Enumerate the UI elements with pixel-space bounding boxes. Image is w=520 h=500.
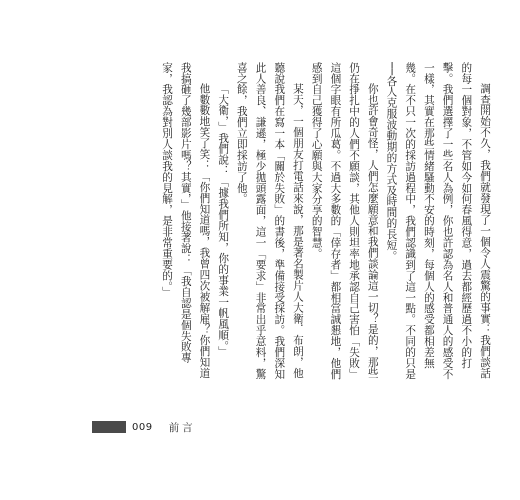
section-title: 前言 [168, 421, 196, 434]
paragraph-5: 他數數地笑了笑：「你們知道嗎，我曾四次被解雇？你們知道我搞砸了幾部影片嗎？其實，」他接著說：「我自認是個失敗專家，我認為對別人談我的見解，是非常重要的。」 [161, 62, 211, 379]
paragraph-1: 調查開始不久，我們就發現了一個令人震驚的事實：我們談話的每一個對象，不管如今如何春風得意，過去都經歷過不小的打擊。我們選擇了一些名人為例，你也許認為名人和普通人的感受不一樣，其實在那些情緒騷動不安的時刻，每個人的感受都相差無幾。在不只一次的採訪過程中，我們認識到了這一點。不同的只是──各人克服波動期的方式及時間的長短。 [385, 62, 491, 380]
page-number: 009 [132, 421, 153, 433]
footer-bar-decoration [92, 421, 126, 433]
paragraph-3: 某天，一個朋友打電話來說，那是著名製片人大衛．布朗，他聽說我們在寫一本「關於失敗」的書後，準備接受採訪。我們深知此人善良、謙遜，極少拋頭露面，這一「要求」非常出乎意料，驚喜之餘，我們立即採訪了他。 [235, 62, 304, 380]
paragraph-4: 「大衛，」我們說：「據我們所知，你的事業一帆風順。」 [217, 83, 230, 358]
paragraph-2: 你也許會奇怪，人們怎麼願意和我們談論這一切？是的，那些仍在掙扎中的人們不願談，其他人則坦率地承認自己害怕「失敗」這個字眼有所瓜葛。不過大多數的「倖存者」都相當誠懇地，他們感到自己獲得了心願與大家分享的智慧。 [310, 62, 379, 380]
body-text-block [92, 62, 494, 384]
page-footer [92, 419, 196, 435]
vertical-text-columns [157, 62, 494, 384]
